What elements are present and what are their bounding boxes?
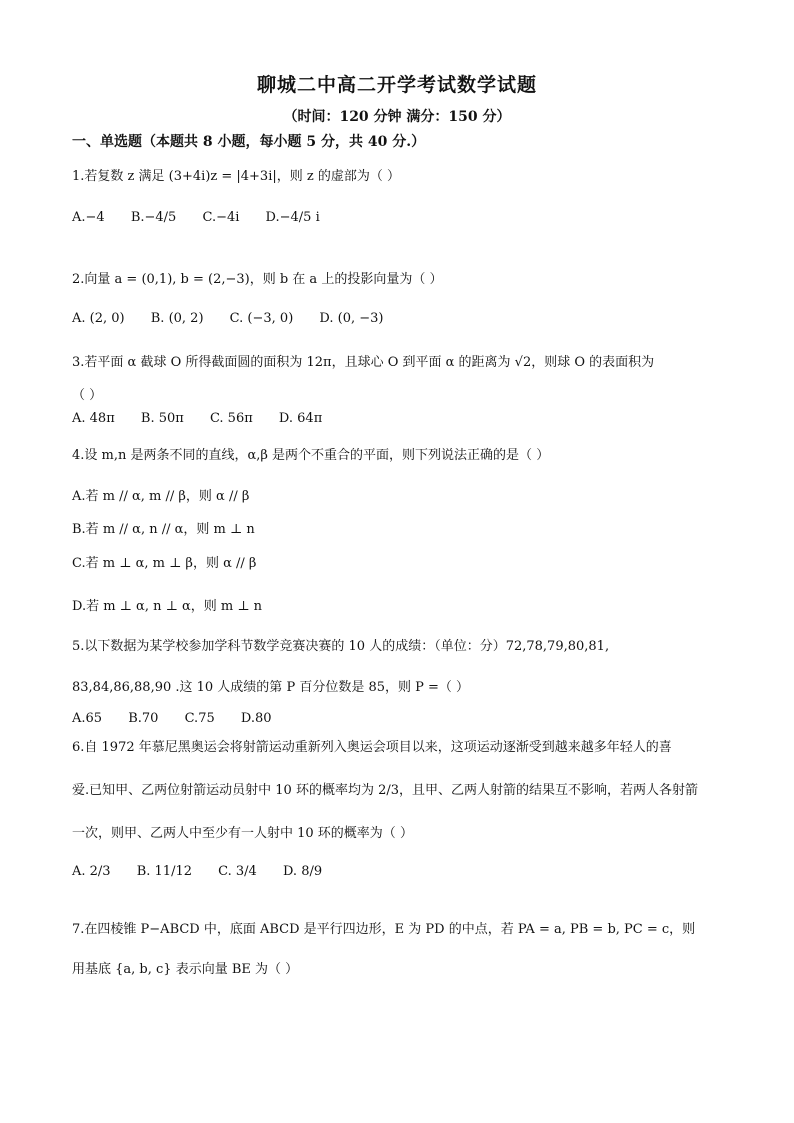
option-b: B. 50π [140, 411, 184, 426]
option-a: A.65 [72, 711, 103, 726]
option-b: B.−4/5 [130, 210, 177, 225]
question-1-stem: 1.若复数 z 满足 (3+4i)z = |4+3i|，则 z 的虚部为（ ） [72, 169, 400, 184]
exam-info: （时间：120 分钟 满分：150 分） [283, 109, 511, 125]
question-2-options [72, 311, 405, 326]
question-3-options [72, 411, 344, 426]
option-d: D. 8/9 [282, 864, 323, 879]
option-c: C. 3/4 [218, 864, 257, 879]
option-a: A. 48π [72, 411, 115, 426]
option-b: B.70 [128, 711, 159, 726]
question-1-options [72, 210, 342, 225]
question-6-stem-cont2: 一次，则甲、乙两人中至少有一人射中 10 环的概率为（ ） [72, 826, 413, 841]
question-4-stem: 4.设 m,n 是两条不同的直线，α,β 是两个不重合的平面，则下列说法正确的是（ ） [72, 448, 550, 463]
option-b: B. 11/12 [136, 864, 193, 879]
option-d: D.−4/5 i [265, 210, 320, 225]
option-a: A. 2/3 [72, 864, 111, 879]
page-title: 聊城二中高二开学考试数学试题 [256, 74, 537, 96]
question-3-stem: 3.若平面 α 截球 O 所得截面圆的面积为 12π，且球心 O 到平面 α 的距离为 √2，则球 O 的表面积为 [72, 355, 655, 370]
option-c: C.−4i [202, 210, 240, 225]
question-7-stem-cont: 用基底 {a, b, c} 表示向量 BE 为（ ） [72, 962, 299, 977]
question-2-stem: 2.向量 a = (0,1), b = (2,−3)，则 b 在 a 上的投影向量为（ ） [72, 272, 443, 287]
question-3-stem-cont: （ ） [72, 388, 103, 403]
question-4-option-a: A.若 m // α, m // β，则 α // β [72, 489, 250, 504]
option-d: D. (0, −3) [319, 311, 384, 326]
question-6-options [72, 864, 344, 879]
option-c: C.75 [184, 711, 215, 726]
option-d: D. 64π [278, 411, 323, 426]
option-b: B. (0, 2) [150, 311, 204, 326]
option-a: A.−4 [72, 210, 105, 225]
option-a: A. (2, 0) [72, 311, 125, 326]
option-c: C. 56π [209, 411, 253, 426]
question-7-stem: 7.在四棱锥 P−ABCD 中，底面 ABCD 是平行四边形，E 为 PD 的中点，若 PA = a, PB = b, PC = c，则 [72, 922, 696, 937]
option-c: C. (−3, 0) [229, 311, 294, 326]
question-5-options [72, 711, 294, 726]
question-4-option-d: D.若 m ⊥ α, n ⊥ α，则 m ⊥ n [72, 599, 263, 614]
question-4-option-b: B.若 m // α, n // α，则 m ⊥ n [72, 522, 255, 537]
question-6-stem-cont: 爱.已知甲、乙两位射箭运动员射中 10 环的概率均为 2/3，且甲、乙两人射箭的结果互不影响，若两人各射箭 [72, 783, 698, 798]
question-5-stem-cont: 83,84,86,88,90 .这 10 人成绩的第 P 百分位数是 85，则 P =（ ） [72, 680, 470, 695]
section-heading: 一、单选题（本题共 8 小题，每小题 5 分，共 40 分.） [72, 134, 426, 150]
question-6-stem: 6.自 1972 年慕尼黑奥运会将射箭运动重新列入奥运会项目以来，这项运动逐渐受到越来越多年轻人的喜 [72, 740, 672, 755]
question-5-stem: 5.以下数据为某学校参加学科节数学竞赛决赛的 10 人的成绩：（单位：分）72,78,79,80,81, [72, 639, 610, 654]
option-d: D.80 [240, 711, 272, 726]
question-4-option-c: C.若 m ⊥ α, m ⊥ β，则 α // β [72, 556, 257, 571]
